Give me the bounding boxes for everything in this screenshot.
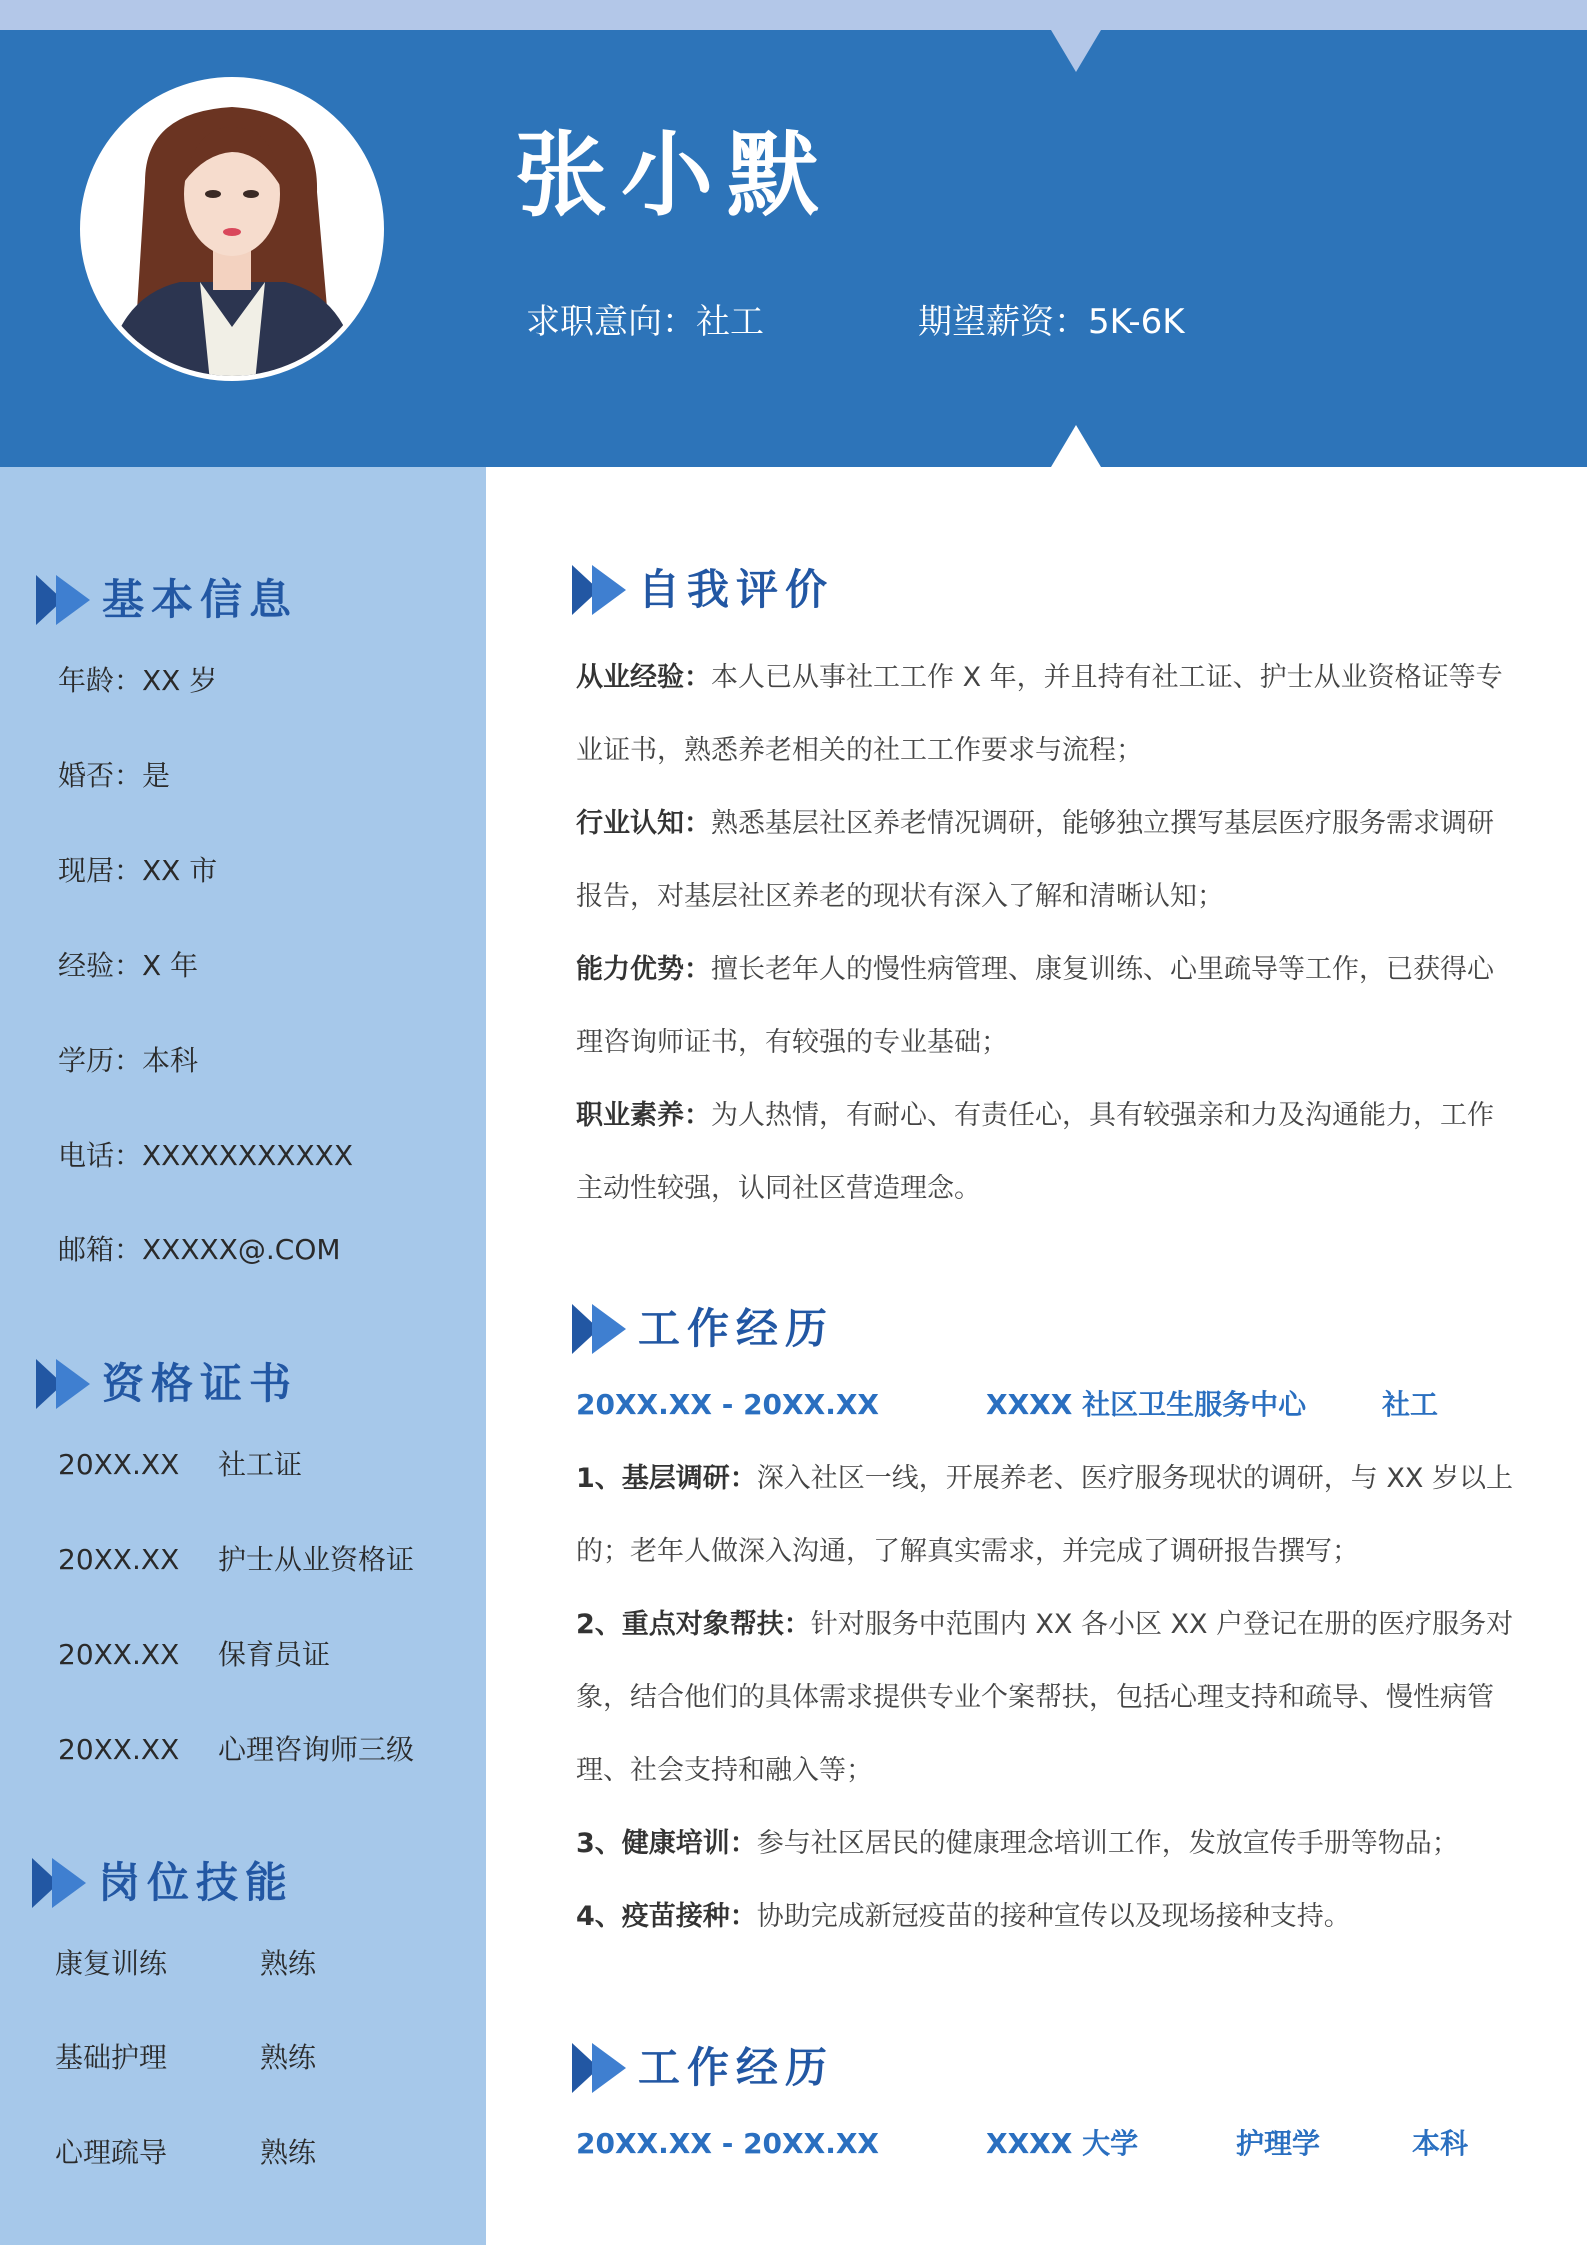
work-role: 社工 xyxy=(1382,1388,1439,1421)
education-title: 工作经历 xyxy=(638,2043,835,2092)
work-duty-label: 1、基层调研： xyxy=(576,1463,757,1494)
work-duty-text: 深入社区一线，开展养老、医疗服务现状的调研，与 XX 岁以上的；老年人做深入沟通，了解真实需求，并完成了调研报告撰写； xyxy=(576,1463,1513,1567)
work-duty-item xyxy=(576,1588,1516,1807)
work-duty-text: 协助完成新冠疫苗的接种宣传以及现场接种支持。 xyxy=(756,1901,1351,1932)
work-title: 工作经历 xyxy=(638,1304,835,1353)
double-arrow-icon xyxy=(32,1858,88,1908)
self-eval-item xyxy=(576,787,1516,933)
self-eval-label: 行业认知： xyxy=(576,808,711,839)
self-eval-label: 从业经验： xyxy=(576,662,711,693)
basic-info-title: 基本信息 xyxy=(102,575,299,624)
skill-level: 熟练 xyxy=(260,2136,317,2169)
cert-name: 护士从业资格证 xyxy=(218,1543,415,1576)
info-residence: 现居：XX 市 xyxy=(58,854,218,887)
double-arrow-icon xyxy=(36,575,92,625)
double-arrow-icon xyxy=(572,2043,628,2093)
double-arrow-icon xyxy=(572,565,628,615)
work-period: 20XX.XX - 20XX.XX xyxy=(576,1388,880,1421)
basic-info-heading xyxy=(36,575,298,625)
cert-name: 社工证 xyxy=(218,1448,303,1481)
education-major: 护理学 xyxy=(1236,2127,1321,2160)
cert-date: 20XX.XX xyxy=(58,1448,180,1481)
cert-name: 心理咨询师三级 xyxy=(218,1733,415,1766)
self-eval-label: 能力优势： xyxy=(576,954,711,985)
work-company: XXXX 社区卫生服务中心 xyxy=(986,1388,1307,1421)
work-duty-item xyxy=(576,1807,1516,1880)
top-strip xyxy=(0,0,1587,30)
job-intention: 求职意向：社工 xyxy=(526,302,764,342)
work-duty-item xyxy=(576,1880,1516,1953)
education-heading xyxy=(572,2043,834,2093)
self-eval-title: 自我评价 xyxy=(638,565,835,614)
education-school: XXXX 大学 xyxy=(986,2127,1139,2160)
self-eval-item xyxy=(576,933,1516,1079)
self-eval-label: 职业素养： xyxy=(576,1100,711,1131)
info-experience: 经验：X 年 xyxy=(58,949,199,982)
skill-name: 心理疏导 xyxy=(55,2136,168,2169)
education-period: 20XX.XX - 20XX.XX xyxy=(576,2127,880,2160)
cert-name: 保育员证 xyxy=(218,1638,331,1671)
work-duties-list xyxy=(576,1442,1516,1953)
skill-level: 熟练 xyxy=(260,2041,317,2074)
education-degree: 本科 xyxy=(1412,2127,1469,2160)
info-phone: 电话：XXXXXXXXXXX xyxy=(58,1139,353,1172)
work-duty-text: 针对服务中范围内 XX 各小区 XX 户登记在册的医疗服务对象，结合他们的具体需求提供专业个案帮扶，包括心理支持和疏导、慢性病管理、社会支持和融入等； xyxy=(576,1609,1514,1786)
self-eval-text: 本人已从事社工工作 X 年，并且持有社工证、护士从业资格证等专业证书，熟悉养老相关的社工工作要求与流程； xyxy=(576,662,1503,766)
certificates-title: 资格证书 xyxy=(102,1359,299,1408)
self-eval-item xyxy=(576,1079,1516,1225)
skill-name: 基础护理 xyxy=(55,2041,168,2074)
info-age: 年龄：XX 岁 xyxy=(58,664,218,697)
certificates-heading xyxy=(36,1359,298,1409)
double-arrow-icon xyxy=(36,1359,92,1409)
expected-salary: 期望薪资：5K-6K xyxy=(918,302,1185,342)
avatar-illustration xyxy=(85,82,379,376)
cert-date: 20XX.XX xyxy=(58,1733,180,1766)
header-notch-top xyxy=(1051,30,1101,72)
skill-level: 熟练 xyxy=(260,1947,317,1980)
self-eval-heading xyxy=(572,565,834,615)
cert-date: 20XX.XX xyxy=(58,1543,180,1576)
work-duty-item xyxy=(576,1442,1516,1588)
work-duty-label: 4、疫苗接种： xyxy=(576,1901,757,1932)
cert-date: 20XX.XX xyxy=(58,1638,180,1671)
skills-title: 岗位技能 xyxy=(98,1858,295,1907)
self-eval-list xyxy=(576,641,1516,1225)
work-heading xyxy=(572,1304,834,1354)
work-duty-label: 2、重点对象帮扶： xyxy=(576,1609,811,1640)
self-eval-text: 为人热情，有耐心、有责任心，具有较强亲和力及沟通能力，工作主动性较强，认同社区营造理念。 xyxy=(576,1100,1494,1204)
candidate-name: 张小默 xyxy=(515,122,834,229)
avatar xyxy=(80,77,384,381)
header-notch-bottom xyxy=(1051,425,1101,467)
skills-heading xyxy=(32,1858,294,1908)
self-eval-text: 熟悉基层社区养老情况调研，能够独立撰写基层医疗服务需求调研报告，对基层社区养老的现状有深入了解和清晰认知； xyxy=(576,808,1494,912)
info-marital: 婚否：是 xyxy=(58,759,171,792)
self-eval-item xyxy=(576,641,1516,787)
double-arrow-icon xyxy=(572,1304,628,1354)
info-email: 邮箱：XXXXX@.COM xyxy=(58,1233,341,1266)
work-duty-text: 参与社区居民的健康理念培训工作，发放宣传手册等物品； xyxy=(756,1828,1459,1859)
skill-name: 康复训练 xyxy=(55,1947,168,1980)
info-education: 学历：本科 xyxy=(58,1044,199,1077)
self-eval-text: 擅长老年人的慢性病管理、康复训练、心里疏导等工作，已获得心理咨询师证书，有较强的专业基础； xyxy=(576,954,1494,1058)
work-duty-label: 3、健康培训： xyxy=(576,1828,757,1859)
